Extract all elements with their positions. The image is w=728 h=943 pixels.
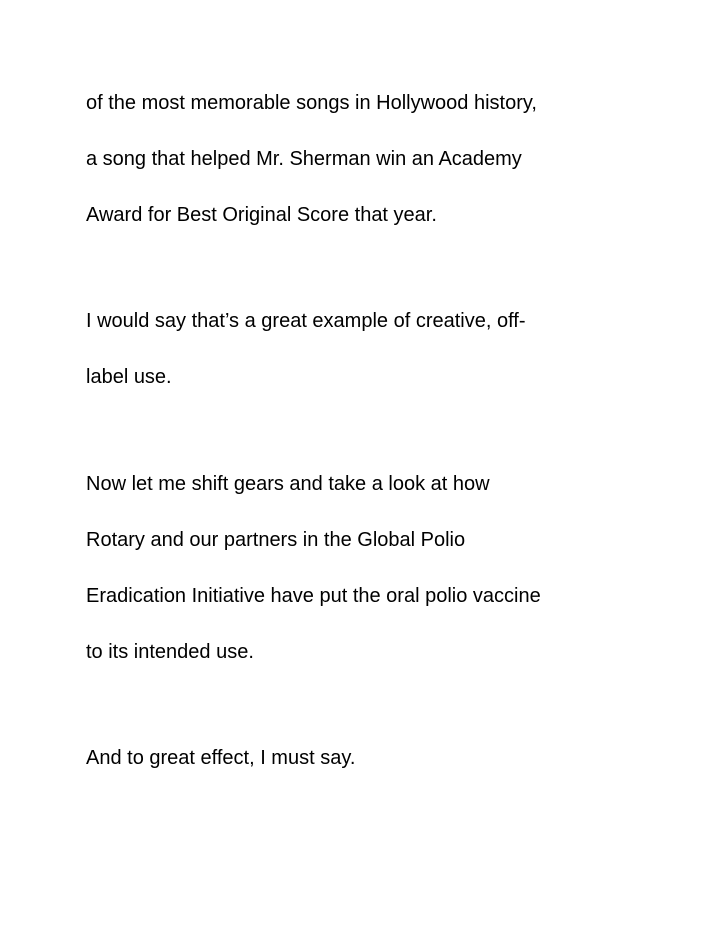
text-line: Award for Best Original Score that year. <box>86 204 437 226</box>
text-line: Now let me shift gears and take a look at how <box>86 473 490 495</box>
text-line: And to great effect, I must say. <box>86 747 356 769</box>
text-line: Rotary and our partners in the Global Polio <box>86 529 466 551</box>
text-line: of the most memorable songs in Hollywood history, <box>86 92 537 114</box>
text-line: a song that helped Mr. Sherman win an Academy <box>86 148 522 170</box>
text-line: I would say that’s a great example of creative, off- <box>86 310 526 332</box>
text-line: label use. <box>86 366 172 388</box>
text-line: Eradication Initiative have put the oral polio vaccine <box>86 585 541 607</box>
text-line: to its intended use. <box>86 641 254 663</box>
